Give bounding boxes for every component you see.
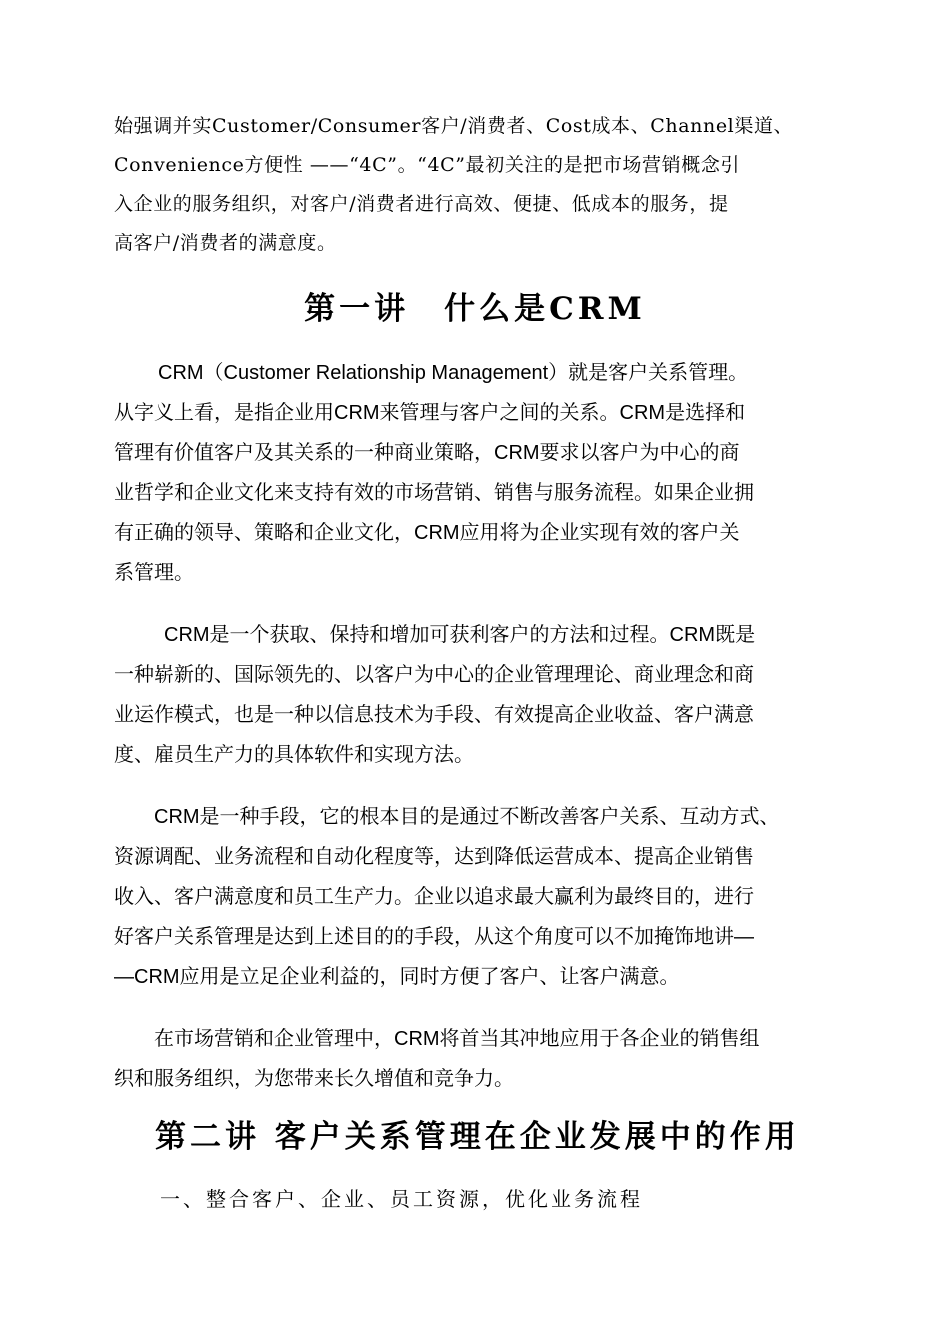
lecture-2-title: 第二讲 客户关系管理在企业发展中的作用	[155, 1119, 800, 1155]
text-line: 入企业的服务组织，对客户/消费者进行高效、便捷、低成本的服务，提	[114, 193, 729, 215]
text-line: 在市场营销和企业管理中，CRM将首当其冲地应用于各企业的销售组	[154, 1028, 760, 1050]
text-line: 收入、客户满意度和员工生产力。企业以追求最大赢利为最终目的，进行	[114, 886, 754, 908]
text-line: 始强调并实Customer/Consumer客户/消费者、Cost成本、Channel渠道、	[114, 115, 794, 137]
text-line: 高客户/消费者的满意度。	[114, 232, 337, 254]
text-line: 资源调配、业务流程和自动化程度等，达到降低运营成本、提高企业销售	[114, 846, 754, 868]
text-line: 系管理。	[114, 562, 194, 584]
text-line: Convenience方便性 ——“4C”。“4C”最初关注的是把市场营销概念引	[114, 154, 741, 176]
text-line: 度、雇员生产力的具体软件和实现方法。	[114, 744, 474, 766]
text-line: 业运作模式，也是一种以信息技术为手段、有效提高企业收益、客户满意	[114, 704, 754, 726]
text-line: 好客户关系管理是达到上述目的的手段，从这个角度可以不加掩饰地讲—	[114, 926, 754, 948]
text-line: CRM是一种手段，它的根本目的是通过不断改善客户关系、互动方式、	[154, 806, 780, 828]
text-line: 管理有价值客户及其关系的一种商业策略，CRM要求以客户为中心的商	[114, 442, 740, 464]
lecture-1-title: 第一讲 什么是CRM	[304, 291, 646, 327]
text-line: 从字义上看，是指企业用CRM来管理与客户之间的关系。CRM是选择和	[114, 402, 746, 424]
text-line: 有正确的领导、策略和企业文化，CRM应用将为企业实现有效的客户关	[114, 522, 740, 544]
text-line: —CRM应用是立足企业利益的，同时方便了客户、让客户满意。	[114, 966, 680, 988]
text-line: CRM是一个获取、保持和增加可获利客户的方法和过程。CRM既是	[164, 624, 756, 646]
text-line: 织和服务组织，为您带来长久增值和竞争力。	[114, 1068, 514, 1090]
section-1-heading: 一、整合客户、企业、员工资源，优化业务流程	[160, 1187, 643, 1211]
text-line: CRM（Customer Relationship Management）就是客户关系管理。	[158, 362, 749, 384]
text-line: 业哲学和企业文化来支持有效的市场营销、销售与服务流程。如果企业拥	[114, 482, 754, 504]
text-line: 一种崭新的、国际领先的、以客户为中心的企业管理理论、商业理念和商	[114, 664, 754, 686]
